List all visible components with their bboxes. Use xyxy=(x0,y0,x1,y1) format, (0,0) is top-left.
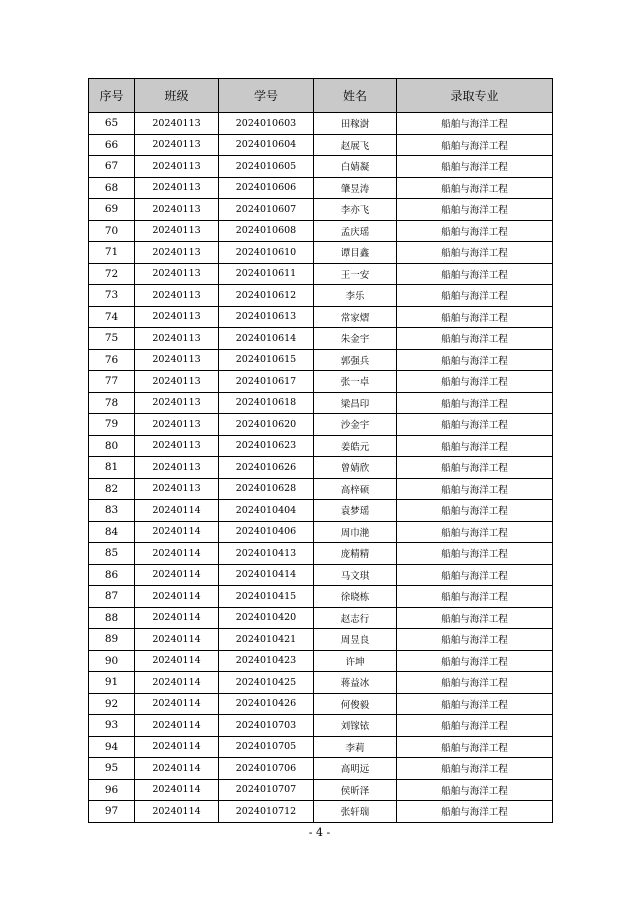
cell-name: 高明远 xyxy=(314,758,397,780)
header-student-id: 学号 xyxy=(219,79,314,113)
table-row xyxy=(89,242,553,264)
cell-class: 20240113 xyxy=(135,156,219,178)
cell-student-id: 2024010705 xyxy=(219,736,314,758)
cell-seq: 80 xyxy=(89,435,135,457)
cell-seq: 87 xyxy=(89,586,135,608)
cell-major: 船舶与海洋工程 xyxy=(397,564,553,586)
cell-student-id: 2024010610 xyxy=(219,242,314,264)
cell-major: 船舶与海洋工程 xyxy=(397,715,553,737)
cell-class: 20240113 xyxy=(135,435,219,457)
header-seq: 序号 xyxy=(89,79,135,113)
cell-name: 周巾滟 xyxy=(314,521,397,543)
cell-class: 20240114 xyxy=(135,607,219,629)
cell-seq: 92 xyxy=(89,693,135,715)
cell-class: 20240113 xyxy=(135,371,219,393)
table-row xyxy=(89,177,553,199)
cell-name: 白婧凝 xyxy=(314,156,397,178)
cell-class: 20240114 xyxy=(135,715,219,737)
table-body xyxy=(89,113,553,823)
cell-name: 徐晓栋 xyxy=(314,586,397,608)
cell-class: 20240114 xyxy=(135,801,219,823)
cell-major: 船舶与海洋工程 xyxy=(397,177,553,199)
cell-name: 王一安 xyxy=(314,263,397,285)
cell-student-id: 2024010413 xyxy=(219,543,314,565)
cell-class: 20240114 xyxy=(135,521,219,543)
cell-major: 船舶与海洋工程 xyxy=(397,414,553,436)
cell-name: 侯昕泽 xyxy=(314,779,397,801)
cell-seq: 94 xyxy=(89,736,135,758)
cell-name: 姜皓元 xyxy=(314,435,397,457)
cell-seq: 78 xyxy=(89,392,135,414)
cell-seq: 69 xyxy=(89,199,135,221)
cell-name: 周昱良 xyxy=(314,629,397,651)
cell-major: 船舶与海洋工程 xyxy=(397,629,553,651)
table-row xyxy=(89,199,553,221)
cell-name: 曾婧欣 xyxy=(314,457,397,479)
cell-class: 20240113 xyxy=(135,457,219,479)
cell-class: 20240114 xyxy=(135,779,219,801)
table-row xyxy=(89,328,553,350)
cell-major: 船舶与海洋工程 xyxy=(397,650,553,672)
table-row xyxy=(89,521,553,543)
table-row xyxy=(89,758,553,780)
table-row xyxy=(89,285,553,307)
cell-seq: 74 xyxy=(89,306,135,328)
table-row xyxy=(89,349,553,371)
table-row xyxy=(89,220,553,242)
table-row xyxy=(89,500,553,522)
cell-name: 李亦飞 xyxy=(314,199,397,221)
cell-class: 20240113 xyxy=(135,478,219,500)
cell-seq: 65 xyxy=(89,113,135,135)
cell-student-id: 2024010620 xyxy=(219,414,314,436)
cell-major: 船舶与海洋工程 xyxy=(397,285,553,307)
cell-seq: 97 xyxy=(89,801,135,823)
header-name: 姓名 xyxy=(314,79,397,113)
cell-class: 20240114 xyxy=(135,629,219,651)
cell-class: 20240113 xyxy=(135,242,219,264)
cell-seq: 71 xyxy=(89,242,135,264)
cell-student-id: 2024010618 xyxy=(219,392,314,414)
cell-class: 20240113 xyxy=(135,414,219,436)
table-row xyxy=(89,715,553,737)
cell-student-id: 2024010628 xyxy=(219,478,314,500)
cell-name: 肇昱涛 xyxy=(314,177,397,199)
cell-seq: 67 xyxy=(89,156,135,178)
table-row xyxy=(89,392,553,414)
cell-class: 20240114 xyxy=(135,672,219,694)
cell-seq: 76 xyxy=(89,349,135,371)
cell-class: 20240113 xyxy=(135,306,219,328)
cell-class: 20240113 xyxy=(135,113,219,135)
cell-name: 赵志行 xyxy=(314,607,397,629)
cell-major: 船舶与海洋工程 xyxy=(397,779,553,801)
cell-class: 20240114 xyxy=(135,500,219,522)
cell-major: 船舶与海洋工程 xyxy=(397,242,553,264)
cell-major: 船舶与海洋工程 xyxy=(397,435,553,457)
cell-name: 刘镓铱 xyxy=(314,715,397,737)
table-row xyxy=(89,586,553,608)
cell-class: 20240113 xyxy=(135,328,219,350)
cell-student-id: 2024010420 xyxy=(219,607,314,629)
cell-student-id: 2024010606 xyxy=(219,177,314,199)
cell-student-id: 2024010706 xyxy=(219,758,314,780)
cell-student-id: 2024010425 xyxy=(219,672,314,694)
cell-name: 李乐 xyxy=(314,285,397,307)
cell-major: 船舶与海洋工程 xyxy=(397,478,553,500)
table-row xyxy=(89,435,553,457)
cell-major: 船舶与海洋工程 xyxy=(397,392,553,414)
cell-student-id: 2024010421 xyxy=(219,629,314,651)
cell-class: 20240113 xyxy=(135,134,219,156)
cell-seq: 75 xyxy=(89,328,135,350)
cell-major: 船舶与海洋工程 xyxy=(397,758,553,780)
cell-student-id: 2024010611 xyxy=(219,263,314,285)
cell-class: 20240114 xyxy=(135,650,219,672)
table-row xyxy=(89,736,553,758)
cell-seq: 95 xyxy=(89,758,135,780)
cell-name: 张轩瑞 xyxy=(314,801,397,823)
cell-class: 20240114 xyxy=(135,758,219,780)
table-row xyxy=(89,156,553,178)
cell-major: 船舶与海洋工程 xyxy=(397,349,553,371)
cell-name: 张一卓 xyxy=(314,371,397,393)
cell-student-id: 2024010608 xyxy=(219,220,314,242)
cell-name: 许坤 xyxy=(314,650,397,672)
cell-major: 船舶与海洋工程 xyxy=(397,134,553,156)
cell-major: 船舶与海洋工程 xyxy=(397,607,553,629)
cell-seq: 66 xyxy=(89,134,135,156)
cell-name: 赵展飞 xyxy=(314,134,397,156)
cell-major: 船舶与海洋工程 xyxy=(397,263,553,285)
cell-class: 20240113 xyxy=(135,285,219,307)
cell-name: 马文琪 xyxy=(314,564,397,586)
cell-seq: 72 xyxy=(89,263,135,285)
cell-seq: 68 xyxy=(89,177,135,199)
cell-seq: 93 xyxy=(89,715,135,737)
cell-student-id: 2024010603 xyxy=(219,113,314,135)
table-row xyxy=(89,543,553,565)
cell-name: 蒋益冰 xyxy=(314,672,397,694)
cell-class: 20240113 xyxy=(135,263,219,285)
cell-name: 孟庆瑶 xyxy=(314,220,397,242)
cell-seq: 89 xyxy=(89,629,135,651)
cell-class: 20240114 xyxy=(135,693,219,715)
cell-student-id: 2024010404 xyxy=(219,500,314,522)
table-row xyxy=(89,693,553,715)
cell-student-id: 2024010707 xyxy=(219,779,314,801)
cell-class: 20240114 xyxy=(135,586,219,608)
cell-name: 梁昌印 xyxy=(314,392,397,414)
cell-student-id: 2024010626 xyxy=(219,457,314,479)
cell-class: 20240113 xyxy=(135,349,219,371)
cell-major: 船舶与海洋工程 xyxy=(397,113,553,135)
cell-seq: 73 xyxy=(89,285,135,307)
table-row xyxy=(89,478,553,500)
table-row xyxy=(89,672,553,694)
cell-student-id: 2024010426 xyxy=(219,693,314,715)
cell-class: 20240114 xyxy=(135,736,219,758)
table-row xyxy=(89,306,553,328)
cell-seq: 70 xyxy=(89,220,135,242)
cell-student-id: 2024010406 xyxy=(219,521,314,543)
admission-table xyxy=(88,78,553,823)
table-row xyxy=(89,414,553,436)
cell-seq: 91 xyxy=(89,672,135,694)
cell-major: 船舶与海洋工程 xyxy=(397,156,553,178)
cell-class: 20240114 xyxy=(135,543,219,565)
cell-student-id: 2024010712 xyxy=(219,801,314,823)
cell-seq: 85 xyxy=(89,543,135,565)
cell-student-id: 2024010423 xyxy=(219,650,314,672)
cell-seq: 90 xyxy=(89,650,135,672)
cell-student-id: 2024010605 xyxy=(219,156,314,178)
cell-seq: 82 xyxy=(89,478,135,500)
cell-seq: 83 xyxy=(89,500,135,522)
cell-major: 船舶与海洋工程 xyxy=(397,801,553,823)
cell-major: 船舶与海洋工程 xyxy=(397,543,553,565)
table-row xyxy=(89,263,553,285)
cell-major: 船舶与海洋工程 xyxy=(397,328,553,350)
cell-class: 20240113 xyxy=(135,220,219,242)
page-number: - 4 - xyxy=(308,826,331,839)
cell-name: 沙金宇 xyxy=(314,414,397,436)
cell-student-id: 2024010607 xyxy=(219,199,314,221)
cell-name: 郭强兵 xyxy=(314,349,397,371)
cell-name: 田稼澍 xyxy=(314,113,397,135)
header-major: 录取专业 xyxy=(397,79,553,113)
cell-student-id: 2024010604 xyxy=(219,134,314,156)
cell-major: 船舶与海洋工程 xyxy=(397,457,553,479)
cell-major: 船舶与海洋工程 xyxy=(397,521,553,543)
cell-name: 谭目鑫 xyxy=(314,242,397,264)
cell-seq: 86 xyxy=(89,564,135,586)
cell-major: 船舶与海洋工程 xyxy=(397,199,553,221)
cell-major: 船舶与海洋工程 xyxy=(397,220,553,242)
table-row xyxy=(89,371,553,393)
cell-student-id: 2024010612 xyxy=(219,285,314,307)
cell-name: 庞精精 xyxy=(314,543,397,565)
table-row xyxy=(89,779,553,801)
table-header-row xyxy=(89,79,553,113)
cell-student-id: 2024010623 xyxy=(219,435,314,457)
table-row xyxy=(89,113,553,135)
cell-seq: 84 xyxy=(89,521,135,543)
table-row xyxy=(89,457,553,479)
cell-name: 李莉 xyxy=(314,736,397,758)
cell-name: 何俊毅 xyxy=(314,693,397,715)
cell-class: 20240113 xyxy=(135,177,219,199)
cell-seq: 96 xyxy=(89,779,135,801)
cell-seq: 81 xyxy=(89,457,135,479)
cell-name: 袁梦瑶 xyxy=(314,500,397,522)
cell-major: 船舶与海洋工程 xyxy=(397,500,553,522)
cell-student-id: 2024010614 xyxy=(219,328,314,350)
cell-student-id: 2024010415 xyxy=(219,586,314,608)
table-row xyxy=(89,607,553,629)
cell-student-id: 2024010613 xyxy=(219,306,314,328)
table-row xyxy=(89,564,553,586)
table-row xyxy=(89,650,553,672)
cell-major: 船舶与海洋工程 xyxy=(397,306,553,328)
cell-major: 船舶与海洋工程 xyxy=(397,586,553,608)
table-row xyxy=(89,629,553,651)
cell-class: 20240113 xyxy=(135,199,219,221)
cell-major: 船舶与海洋工程 xyxy=(397,371,553,393)
cell-name: 朱金宇 xyxy=(314,328,397,350)
table-row xyxy=(89,801,553,823)
table-row xyxy=(89,134,553,156)
cell-major: 船舶与海洋工程 xyxy=(397,672,553,694)
cell-seq: 79 xyxy=(89,414,135,436)
cell-student-id: 2024010414 xyxy=(219,564,314,586)
cell-major: 船舶与海洋工程 xyxy=(397,693,553,715)
header-class: 班级 xyxy=(135,79,219,113)
cell-seq: 77 xyxy=(89,371,135,393)
cell-student-id: 2024010615 xyxy=(219,349,314,371)
cell-name: 高梓硕 xyxy=(314,478,397,500)
cell-class: 20240114 xyxy=(135,564,219,586)
cell-student-id: 2024010703 xyxy=(219,715,314,737)
cell-seq: 88 xyxy=(89,607,135,629)
cell-class: 20240113 xyxy=(135,392,219,414)
cell-student-id: 2024010617 xyxy=(219,371,314,393)
cell-major: 船舶与海洋工程 xyxy=(397,736,553,758)
cell-name: 常家熠 xyxy=(314,306,397,328)
